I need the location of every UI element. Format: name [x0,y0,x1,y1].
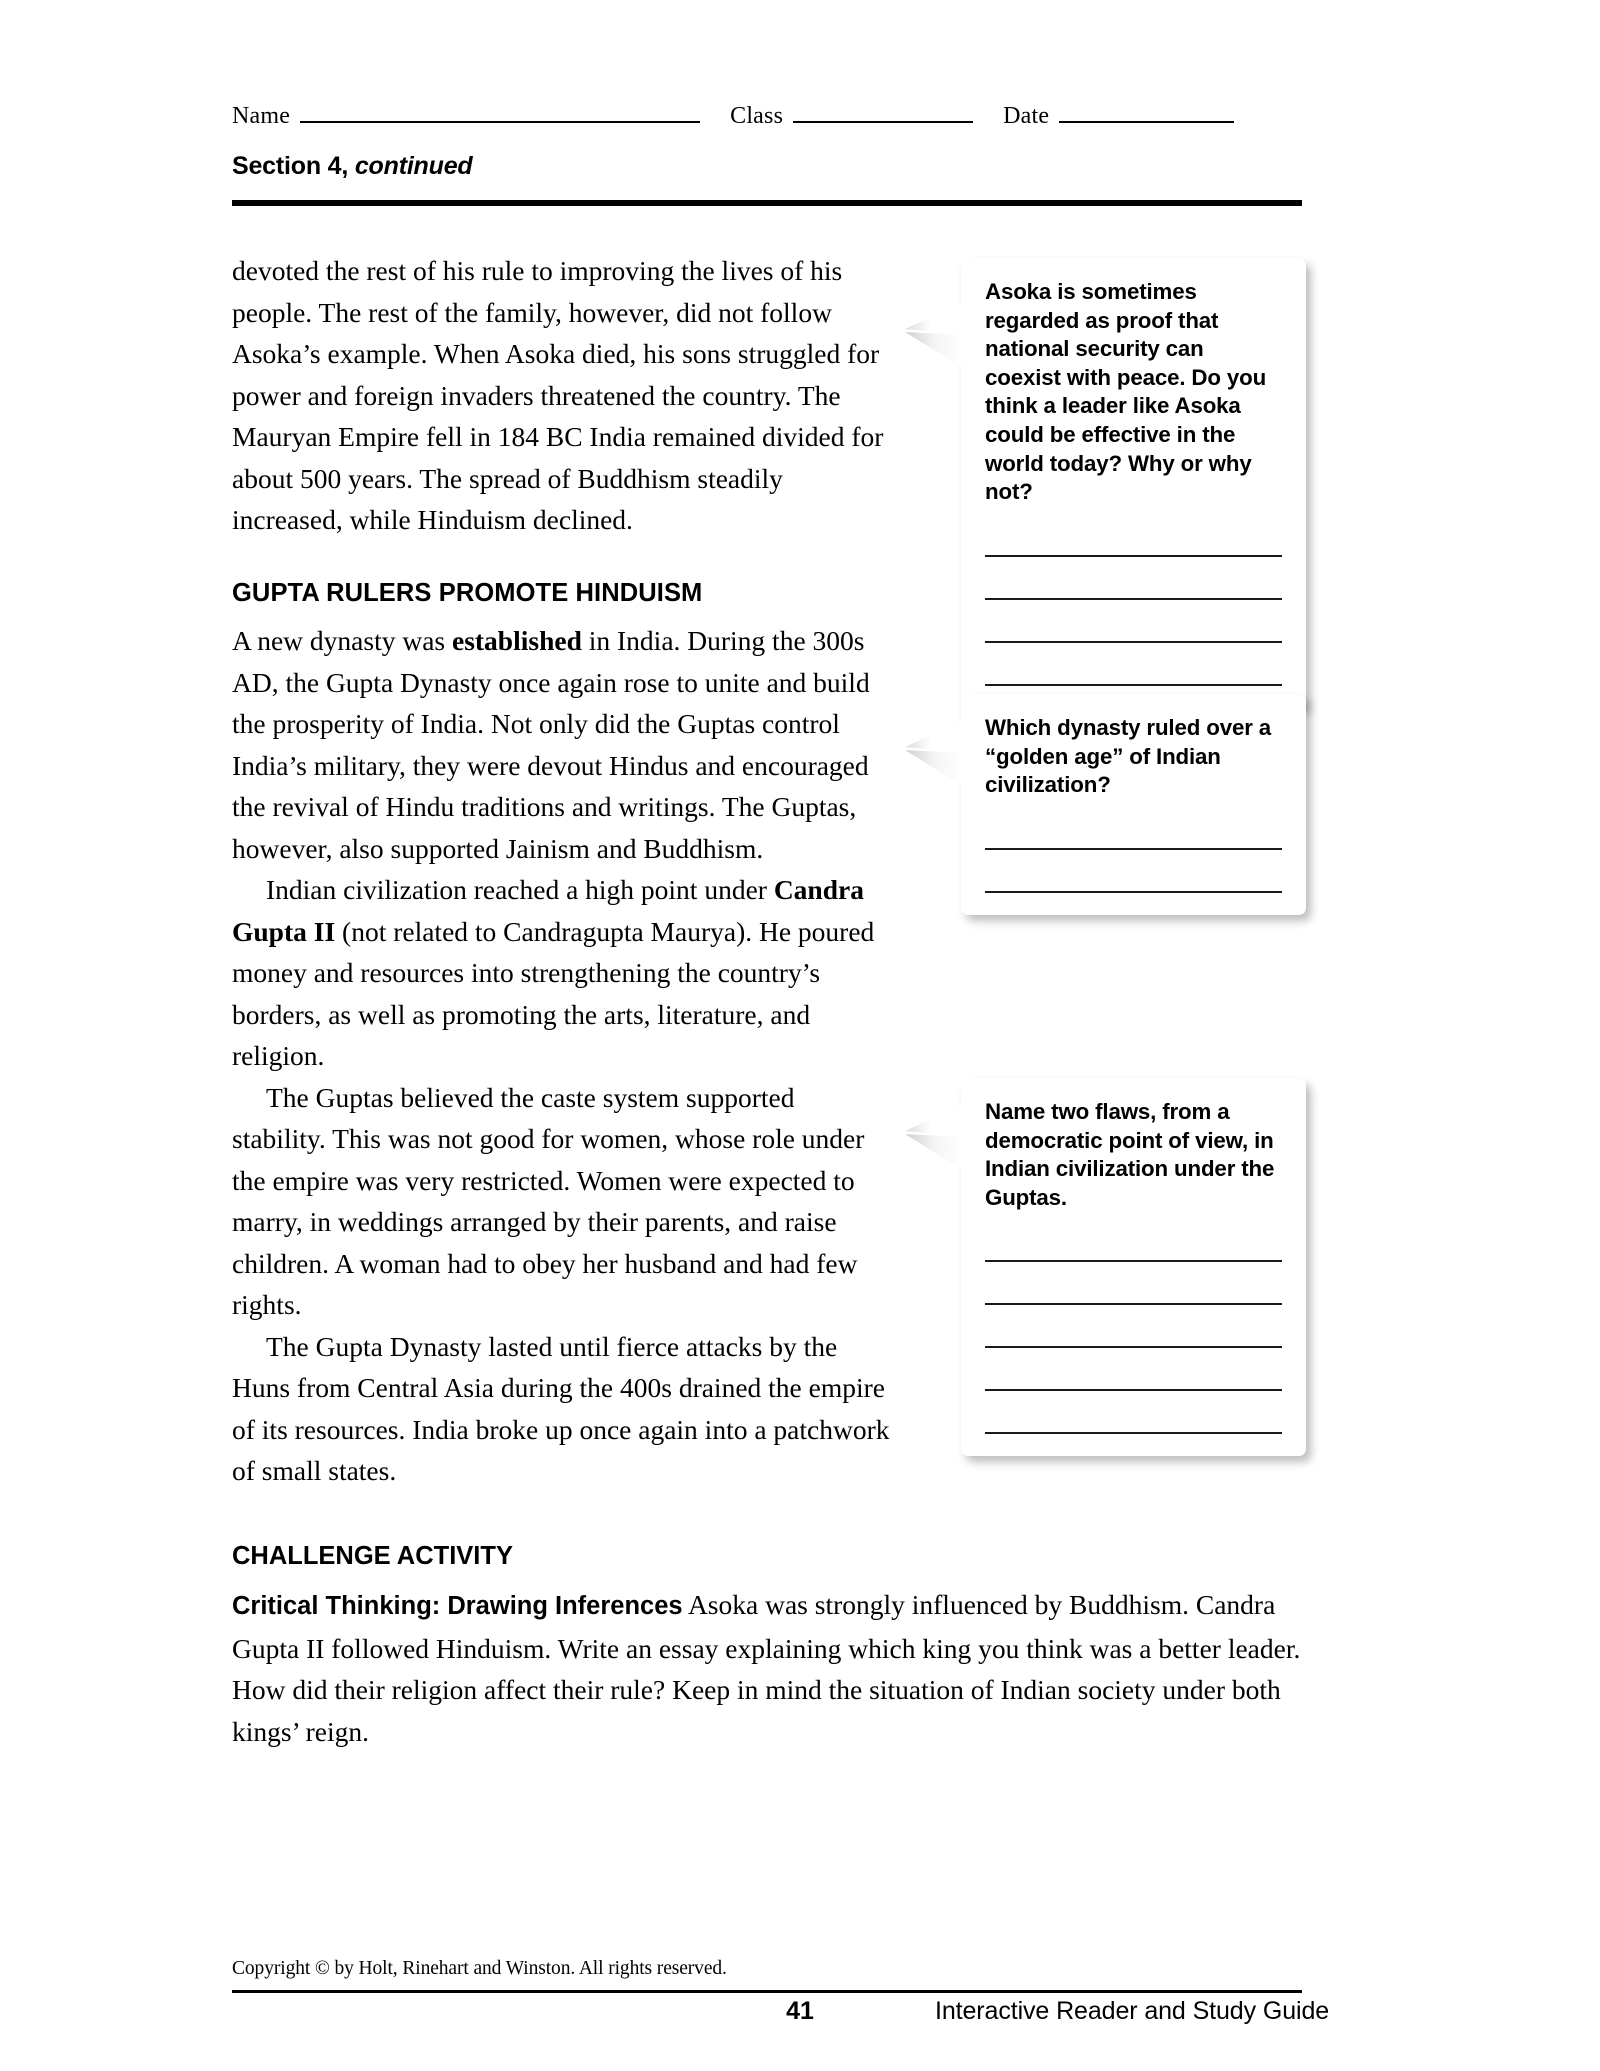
paragraph-5: The Gupta Dynasty lasted until fierce attacks by the Huns from Central Asia during the 400s drained the empire of its resources. India broke up once again into a patchwork of small states. [232,1330,890,1486]
class-blank-line[interactable] [793,121,973,123]
term-candra-gupta-ii: Candra Gupta II [232,874,864,947]
callout-answer-lines [985,814,1282,893]
callout-box-dynasty-question [961,694,1306,915]
answer-line[interactable] [985,1262,1282,1305]
date-label: Date [1003,103,1050,129]
challenge-activity-text: Asoka was strongly influenced by Buddhism. Candra Gupta II followed Hinduism. Write an essay explaining which king you think was a better leader. How did their religion affect their rule? Keep in mind the situation of Indian society under both kings’ reign. [232,1589,1301,1747]
section-title [232,152,472,181]
challenge-activity-body [232,1584,1302,1752]
answer-line[interactable] [985,1226,1282,1262]
callout-box-asoka-question [961,258,1306,708]
paragraph-3-part-b: (not related to Candragupta Maurya). He poured money and resources into strengthening the country’s borders, as well as promoting the arts, literature, and religion. [232,915,875,1071]
callout-answer-lines [985,521,1282,686]
challenge-activity-heading: CHALLENGE ACTIVITY [232,1541,513,1570]
callout-question-text: Name two flaws, from a democratic point of view, in Indian civilization under the Guptas. [985,1099,1275,1210]
callout-answer-lines [985,1226,1282,1434]
paragraph-1: devoted the rest of his rule to improving the lives of his people. The rest of the family, however, did not follow Asoka’s example. When Asoka died, his sons struggled for power and foreign invaders threatened the country. The Mauryan Empire fell in 184 BC India remained divided for about 500 years. The spread of Buddhism steadily increased, while Hinduism declined. [232,255,884,535]
callout-pointer-icon [899,1104,963,1178]
copyright-notice: Copyright © by Holt, Rinehart and Winston. All rights reserved. [232,1958,727,1979]
term-established: established [451,625,582,656]
answer-line[interactable] [985,643,1282,686]
name-label: Name [232,103,291,129]
section-title-text: Section 4, [232,152,349,180]
callout-pointer-icon [899,302,963,376]
paragraph-3-part-a: Indian civilization reached a high point under [266,874,774,905]
class-label: Class [730,103,784,129]
page-number: 41 [786,1997,814,2025]
answer-line[interactable] [985,850,1282,893]
answer-line[interactable] [985,600,1282,643]
name-blank-line[interactable] [300,121,700,123]
student-info-header [232,103,1312,130]
date-blank-line[interactable] [1059,121,1234,123]
footer-title: Interactive Reader and Study Guide [935,1997,1330,2025]
footer-divider [232,1990,1302,1993]
answer-line[interactable] [985,557,1282,600]
answer-line[interactable] [985,521,1282,557]
callout-pointer-icon [899,720,963,794]
callout-question-text: Which dynasty ruled over a “golden age” of Indian civilization? [985,715,1272,798]
answer-line[interactable] [985,814,1282,850]
paragraph-4: The Guptas believed the caste system supported stability. This was not good for women, whose role under the empire was very restricted. Women were expected to marry, in weddings arranged by their parents, and raise children. A woman had to obey her husband and had few rights. [232,1081,865,1320]
answer-line[interactable] [985,1305,1282,1348]
callout-question-text: Asoka is sometimes regarded as proof that national security can coexist with peace. Do you think a leader like Asoka could be effective in the world today? Why or why not? [985,279,1267,505]
challenge-activity-section [232,1492,1301,1753]
section-heading-gupta: GUPTA RULERS PROMOTE HINDUISM [232,578,703,607]
header-divider [232,200,1302,206]
answer-line[interactable] [985,1348,1282,1391]
critical-thinking-label: Critical Thinking: Drawing Inferences [232,1592,683,1620]
paragraph-2 [232,620,890,869]
answer-line[interactable] [985,1391,1282,1434]
callout-box-flaws-question [961,1078,1306,1456]
paragraph-3 [232,869,890,1077]
paragraph-2-part-a: A new dynasty was [232,625,452,656]
section-continued-text: continued [354,152,473,180]
paragraph-2-part-b: in India. During the 300s AD, the Gupta Dynasty once again rose to unite and build the prosperity of India. Not only did the Guptas control India’s military, they were devout Hindus and encouraged the revival of Hindu traditions and writings. The Guptas, however, also supported Jainism and Buddhism. [232,625,870,864]
